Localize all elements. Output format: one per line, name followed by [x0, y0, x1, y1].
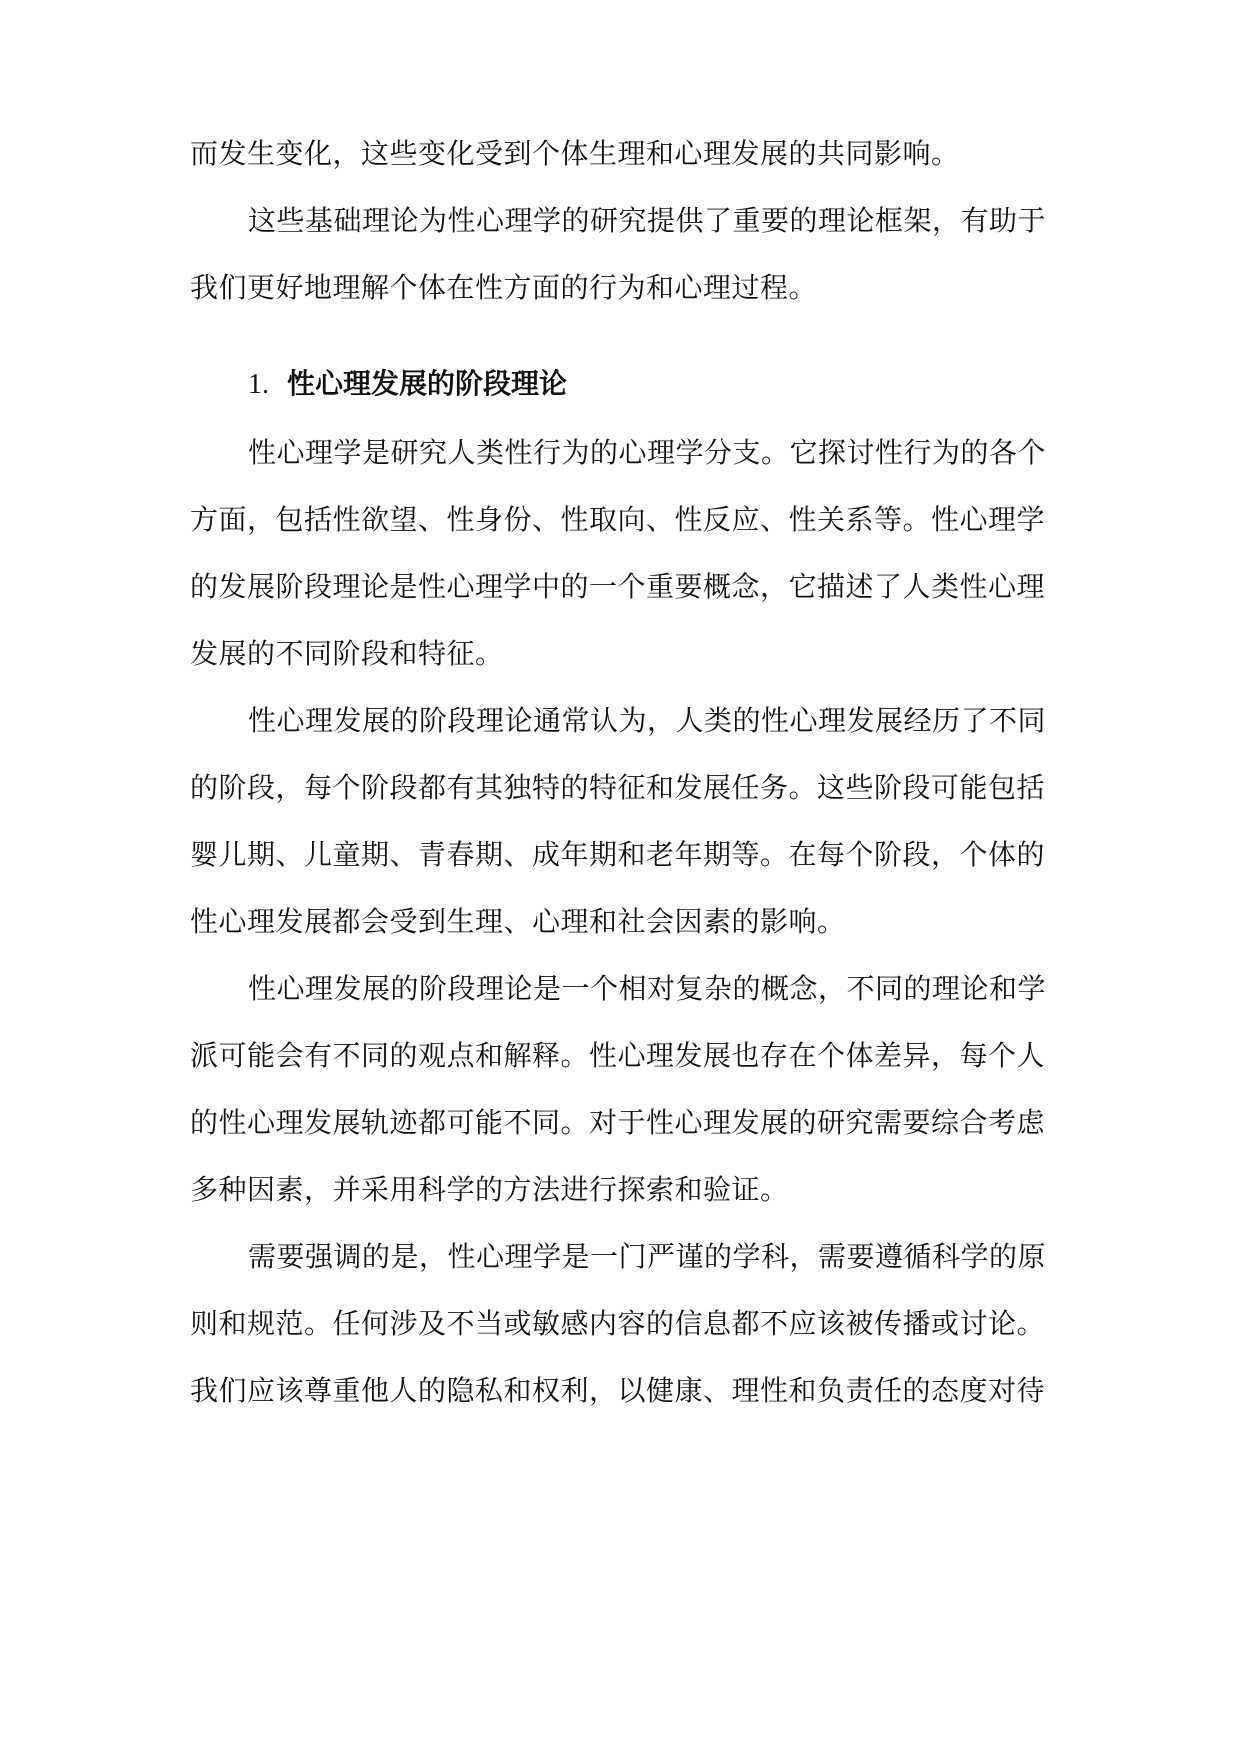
section-title: 性心理发展的阶段理论 [287, 367, 568, 400]
text-line: 性心理发展的阶段理论通常认为，人类的性心理发展经历了不同 [248, 704, 1047, 737]
text-line: 性心理发展都会受到生理、心理和社会因素的影响。 [190, 905, 846, 938]
text-line: 而发生变化，这些变化受到个体生理和心理发展的共同影响。 [190, 137, 960, 170]
text-line: 多种因素，并采用科学的方法进行探索和验证。 [190, 1173, 789, 1206]
text-line: 则和规范。任何涉及不当或敏感内容的信息都不应该被传播或讨论。 [190, 1307, 1046, 1340]
section-heading [248, 364, 567, 404]
text-line: 我们更好地理解个体在性方面的行为和心理过程。 [190, 271, 818, 304]
text-line: 的阶段，每个阶段都有其独特的特征和发展任务。这些阶段可能包括 [190, 771, 1046, 804]
text-line: 婴儿期、儿童期、青春期、成年期和老年期等。在每个阶段，个体的 [190, 838, 1046, 871]
text-line: 我们应该尊重他人的隐私和权利，以健康、理性和负责任的态度对待 [190, 1374, 1046, 1407]
text-line: 的发展阶段理论是性心理学中的一个重要概念，它描述了人类性心理 [190, 570, 1046, 603]
text-line: 这些基础理论为性心理学的研究提供了重要的理论框架，有助于 [248, 204, 1047, 237]
text-line: 发展的不同阶段和特征。 [190, 637, 504, 670]
section-number: 1. [248, 369, 269, 400]
text-line: 派可能会有不同的观点和解释。性心理发展也存在个体差异，每个人 [190, 1039, 1046, 1072]
text-line: 的性心理发展轨迹都可能不同。对于性心理发展的研究需要综合考虑 [190, 1106, 1046, 1139]
text-line: 方面，包括性欲望、性身份、性取向、性反应、性关系等。性心理学 [190, 503, 1046, 536]
text-line: 需要强调的是，性心理学是一门严谨的学科，需要遵循科学的原 [248, 1240, 1047, 1273]
text-line: 性心理发展的阶段理论是一个相对复杂的概念，不同的理论和学 [248, 972, 1047, 1005]
text-line: 性心理学是研究人类性行为的心理学分支。它探讨性行为的各个 [248, 436, 1047, 469]
